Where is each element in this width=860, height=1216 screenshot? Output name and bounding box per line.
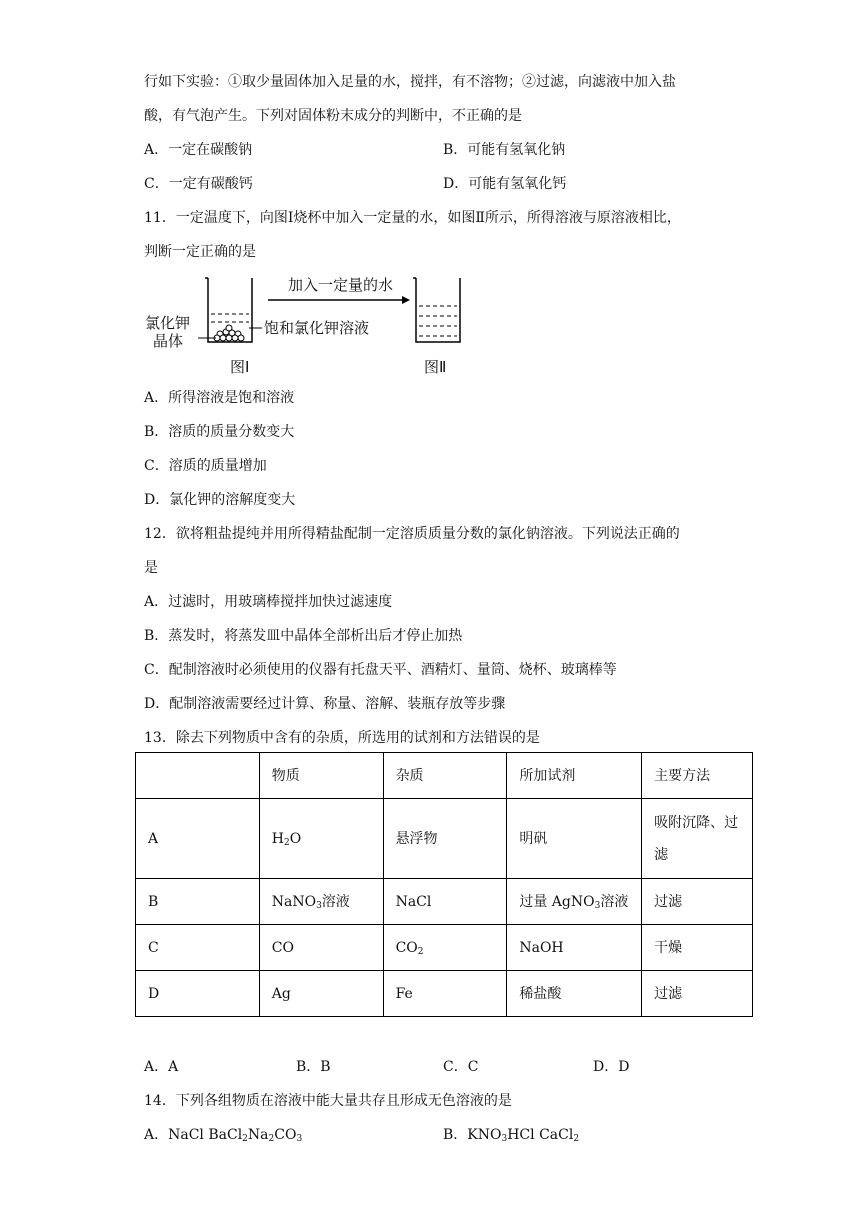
reagent-cell: 明矾 [507,799,642,879]
q12-stem-line2: 是 [144,560,158,576]
table-row [136,971,753,1017]
table-header-row [136,753,753,799]
table-row [136,879,753,925]
q12-option-c: C．配制溶液时必须使用的仪器有托盘天平、酒精灯、量筒、烧杯、玻璃棒等 [144,662,617,678]
table-row [136,925,753,971]
figure-caption-1: 图Ⅰ [230,358,250,376]
solid-label-line2: 晶体 [153,332,184,350]
q14-stem: 14．下列各组物质在溶液中能大量共存且形成无色溶液的是 [144,1093,512,1109]
q10-option-c: C．一定有碳酸钙 [144,176,253,192]
solution-label: 饱和氯化钾溶液 [264,319,370,337]
q10-option-b: B．可能有氢氧化钠 [443,142,566,158]
q12-option-d: D．配制溶液需要经过计算、称量、溶解、装瓶存放等步骤 [144,696,506,712]
beaker-2-icon [413,278,460,342]
q11-option-b: B．溶质的质量分数变大 [144,424,295,440]
q10-option-a: A．一定在碳酸钠 [144,142,253,158]
figure-caption-2: 图Ⅱ [424,358,447,376]
table-header-cell [136,753,260,799]
method-cell: 过滤 [642,971,753,1017]
impurity-cell: $CO_2$ [383,925,507,971]
q11-option-a: A．所得溶液是饱和溶液 [144,390,295,406]
row-label: C [136,925,260,971]
reagent-cell: NaOH [507,925,642,971]
q13-option-d: D．D [593,1059,630,1075]
reagent-cell: 过量 AgNO$_3$溶液 [507,879,642,925]
table-header-cell: 杂质 [383,753,507,799]
impurity-cell: NaCl [383,879,507,925]
method-cell: 干燥 [642,925,753,971]
method-cell: 吸附沉降、过 滤 [642,799,753,879]
substance-cell: $H_2O$ [259,799,383,879]
q13-option-c: C．C [443,1059,479,1075]
q12-option-a: A．过滤时，用玻璃棒搅拌加快过滤速度 [144,594,393,610]
table-header-cell: 所加试剂 [507,753,642,799]
q12-option-b: B．蒸发时，将蒸发皿中晶体全部析出后才停止加热 [144,628,463,644]
beaker-1-icon [205,278,252,342]
table-header-cell: 主要方法 [642,753,753,799]
q13-stem: 13．除去下列物质中含有的杂质，所选用的试剂和方法错误的是 [144,730,540,746]
q12-stem-line1: 12．欲将粗盐提纯并用所得精盐配制一定溶质质量分数的氯化钠溶液。下列说法正确的 [144,526,680,542]
q13-option-b: B．B [296,1059,331,1075]
impurity-cell: Fe [383,971,507,1017]
q10-option-d: D．可能有氢氧化钙 [443,176,567,192]
solid-label-line1: 氯化钾 [145,314,191,332]
q13-table [135,752,753,1017]
row-label: B [136,879,260,925]
q10-stem-line2: 酸，有气泡产生。下列对固体粉末成分的判断中，不正确的是 [144,108,522,124]
q11-option-c: C．溶质的质量增加 [144,458,267,474]
substance-cell: CO [259,925,383,971]
q14-option-b: B．$KNO_3HCl$ CaCl$_2$ [443,1127,580,1144]
q13-option-a: A．A [144,1059,179,1075]
row-label: A [136,799,260,879]
q11-option-d: D．氯化钾的溶解度变大 [144,492,296,508]
q11-stem-line2: 判断一定正确的是 [144,244,256,260]
reagent-cell: 稀盐酸 [507,971,642,1017]
q14-option-a: A．NaCl $BaCl_2Na_2CO_3$ [144,1127,303,1144]
substance-cell: NaNO$_3$溶液 [259,879,383,925]
table-header-cell: 物质 [259,753,383,799]
method-cell: 过滤 [642,879,753,925]
impurity-cell: 悬浮物 [383,799,507,879]
q11-stem-line1: 11．一定温度下，向图Ⅰ烧杯中加入一定量的水，如图Ⅱ所示，所得溶液与原溶液相比， [144,210,681,226]
table-row [136,799,753,879]
row-label: D [136,971,260,1017]
q11-figure [140,270,480,380]
substance-cell: Ag [259,971,383,1017]
arrow-label: 加入一定量的水 [288,276,394,294]
q10-stem-line1: 行如下实验：①取少量固体加入足量的水，搅拌，有不溶物；②过滤，向滤液中加入盐 [144,74,676,90]
